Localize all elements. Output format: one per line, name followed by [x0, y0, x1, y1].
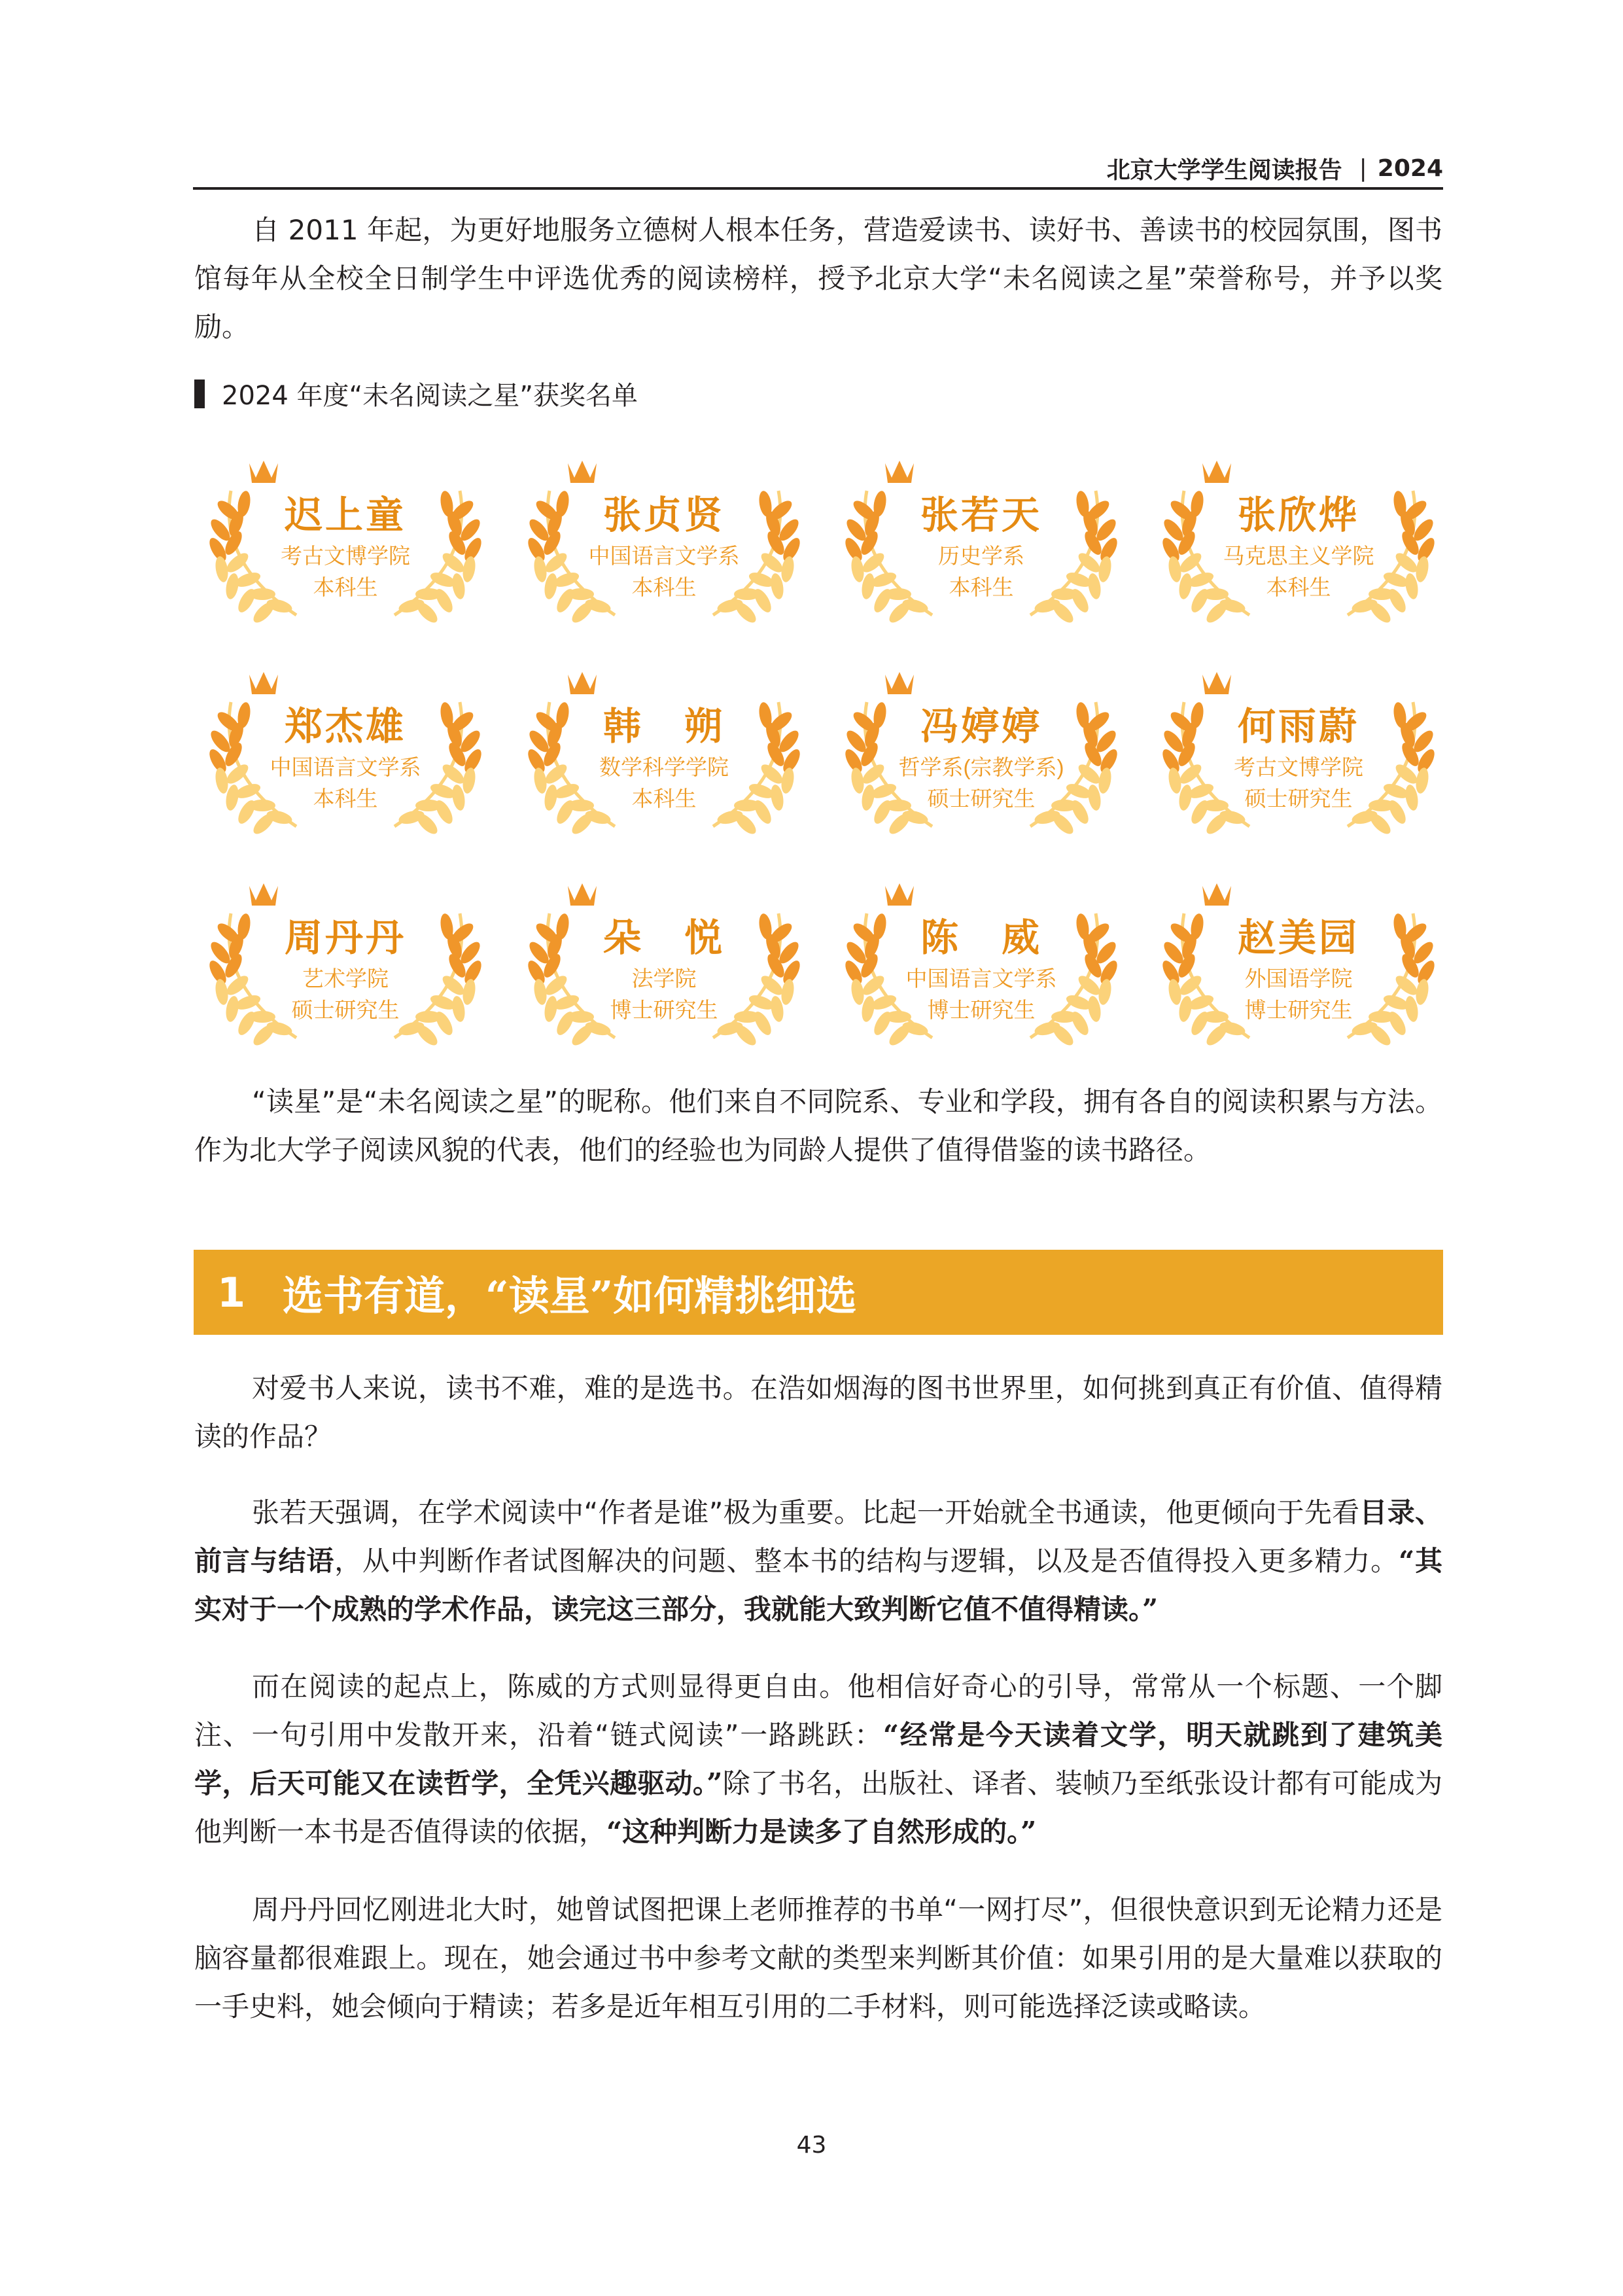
award-winner-department: 数学科学学院 — [599, 755, 729, 779]
p2-text-c: ，从中判断作者试图解决的问题、整本书的结构与逻辑，以及是否值得投入更多精力。 — [334, 1545, 1399, 1577]
award-winner-department: 艺术学院 — [302, 966, 389, 991]
p3-text-c: 除了书名，出版社、译者、装帧乃至纸张设计都有可能成为他判断一本书是否值得读的依据， — [194, 1767, 1442, 1848]
award-winner-department: 考古文博学院 — [281, 544, 410, 568]
award-winner-department: 中国语言文学系 — [905, 966, 1057, 991]
section-number: 1 — [217, 1268, 246, 1316]
award-winner-department: 考古文博学院 — [1234, 755, 1363, 779]
header-separator: | — [1359, 154, 1367, 182]
section-title: 选书有道，“读星”如何精挑细选 — [283, 1271, 857, 1320]
intro-paragraph: 自 2011 年起，为更好地服务立德树人根本任务，营造爱读书、读好书、善读书的校园氛围，图书馆每年从全校全日制学生中评选优秀的阅读榜样，授予北京大学“未名阅读之星”荣誉称号，并予以奖励。 — [194, 214, 1442, 343]
award-winner-name: 陈 威 — [920, 915, 1042, 960]
award-winner-name: 张贞贤 — [602, 493, 725, 537]
award-winner-name: 迟上童 — [284, 493, 406, 537]
page-header — [193, 149, 1443, 190]
award-winner-level: 本科生 — [631, 575, 697, 599]
p2-text-a: 张若天强调，在学术阅读中“作者是谁”极为重要。比起一开始就全书通读，他更倾向于先看 — [252, 1496, 1360, 1528]
award-winner-name: 张若天 — [920, 493, 1042, 537]
p3-quote-judgment: “这种判断力是读多了自然形成的。” — [606, 1816, 1037, 1848]
award-badge — [1151, 451, 1446, 648]
award-winner-level: 本科生 — [313, 786, 378, 811]
p2-emphasis-sections: 目录、前言与结语 — [194, 1496, 1442, 1577]
paragraph-chen-wei — [194, 1663, 1442, 1856]
award-list-title-text: 2024 年度“未名阅读之星”获奖名单 — [222, 381, 638, 411]
award-winner-level: 本科生 — [631, 786, 697, 811]
award-badge — [834, 451, 1128, 648]
award-winner-name: 赵美园 — [1237, 915, 1359, 960]
award-winner-name: 何雨蔚 — [1237, 704, 1359, 749]
award-winner-department: 外国语学院 — [1244, 966, 1353, 991]
award-winner-level: 本科生 — [1266, 575, 1331, 599]
award-badge — [517, 874, 811, 1070]
award-winner-department: 中国语言文学系 — [588, 544, 740, 568]
award-badge — [1151, 874, 1446, 1070]
award-badge — [834, 663, 1128, 859]
award-badge — [517, 451, 811, 648]
p2-quote: “其实对于一个成熟的学术作品，读完这三部分，我就能大致判断它值不值得精读。” — [194, 1545, 1442, 1625]
award-winner-name: 韩 朔 — [602, 704, 725, 749]
p3-quote-chain: “经常是今天读着文学，明天就跳到了建筑美学，后天可能又在读哲学，全凭兴趣驱动。” — [194, 1719, 1442, 1799]
p3-text-a: 而在阅读的起点上，陈威的方式则显得更自由。他相信好奇心的引导，常常从一个标题、一个脚注、一句引用中发散开来，沿着“链式阅读”一路跳跃： — [194, 1670, 1442, 1751]
award-badge — [198, 451, 493, 648]
award-winner-name: 郑杰雄 — [284, 704, 406, 749]
award-winner-level: 博士研究生 — [610, 998, 718, 1022]
section-heading — [194, 1250, 1443, 1335]
award-winner-name: 朵 悦 — [602, 915, 725, 960]
award-winner-level: 硕士研究生 — [927, 786, 1036, 811]
award-winner-department: 历史学系 — [938, 544, 1024, 568]
award-winner-level: 硕士研究生 — [291, 998, 400, 1022]
dustar-paragraph: “读星”是“未名阅读之星”的昵称。他们来自不同院系、专业和学段，拥有各自的阅读积累与方法。作为北大学子阅读风貌的代表，他们的经验也为同龄人提供了值得借鉴的读书路径。 — [194, 1086, 1442, 1166]
award-winner-level: 博士研究生 — [927, 998, 1036, 1022]
award-winner-name: 冯婷婷 — [920, 704, 1042, 749]
award-badge — [198, 874, 493, 1070]
paragraph-zhou-dandan: 周丹丹回忆刚进北大时，她曾试图把课上老师推荐的书单“一网打尽”，但很快意识到无论精力还是脑容量都很难跟上。现在，她会通过书中参考文献的类型来判断其价值：如果引用的是大量难以获取的一手史料，她会倾向于精读；若多是近年相互引用的二手材料，则可能选择泛读或略读。 — [194, 1894, 1442, 2022]
report-title: 北京大学学生阅读报告 — [1106, 156, 1342, 184]
award-winner-department: 马克思主义学院 — [1223, 544, 1374, 568]
award-badge — [1151, 663, 1446, 859]
award-winner-level: 硕士研究生 — [1244, 786, 1353, 811]
award-winner-level: 博士研究生 — [1244, 998, 1353, 1022]
award-list-title — [194, 375, 638, 412]
award-badge — [517, 663, 811, 859]
paragraph-zhang-ruotian — [194, 1489, 1442, 1634]
award-winner-department: 中国语言文学系 — [270, 755, 421, 779]
page-number: 43 — [796, 2132, 827, 2159]
title-marker — [194, 380, 205, 408]
award-winner-level: 本科生 — [949, 575, 1014, 599]
report-year: 2024 — [1377, 154, 1443, 182]
award-winner-department: 法学院 — [631, 966, 697, 991]
award-winner-name: 周丹丹 — [284, 915, 406, 960]
award-badge — [198, 663, 493, 859]
award-winner-name: 张欣烨 — [1237, 493, 1359, 537]
paragraph-choosing-books: 对爱书人来说，读书不难，难的是选书。在浩如烟海的图书世界里，如何挑到真正有价值、值得精读的作品？ — [194, 1372, 1442, 1453]
award-badge — [834, 874, 1128, 1070]
award-winner-department: 哲学系(宗教学系) — [898, 755, 1064, 779]
award-winner-level: 本科生 — [313, 575, 378, 599]
